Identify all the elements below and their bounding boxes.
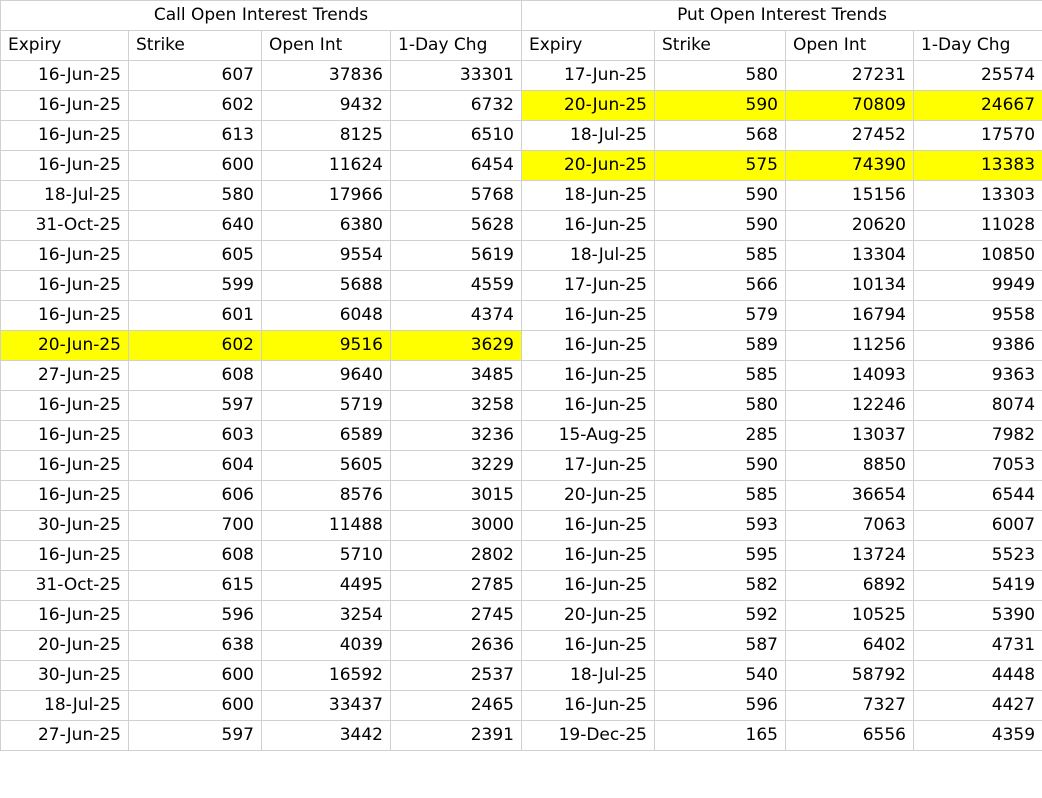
put-cell-one-day-chg: 9386 [914, 331, 1042, 361]
put-cell-one-day-chg: 4448 [914, 661, 1042, 691]
call-cell-strike: 602 [129, 331, 262, 361]
put-cell-one-day-chg: 4731 [914, 631, 1042, 661]
put-cell-expiry: 20-Jun-25 [522, 91, 655, 121]
put-cell-strike: 566 [655, 271, 786, 301]
put-cell-strike: 585 [655, 241, 786, 271]
table-row [1, 211, 1042, 241]
title-row [1, 1, 1042, 31]
call-cell-open-int: 5688 [262, 271, 391, 301]
put-cell-one-day-chg: 9949 [914, 271, 1042, 301]
call-cell-one-day-chg: 3000 [391, 511, 522, 541]
call-cell-expiry: 16-Jun-25 [1, 121, 129, 151]
put-cell-strike: 590 [655, 211, 786, 241]
put-cell-strike: 589 [655, 331, 786, 361]
call-header-expiry: Expiry [1, 31, 129, 61]
table-row [1, 361, 1042, 391]
table-body [1, 61, 1042, 751]
put-cell-one-day-chg: 6544 [914, 481, 1042, 511]
table-row [1, 481, 1042, 511]
call-cell-strike: 606 [129, 481, 262, 511]
put-cell-one-day-chg: 4359 [914, 721, 1042, 751]
put-cell-one-day-chg: 5419 [914, 571, 1042, 601]
call-cell-one-day-chg: 3236 [391, 421, 522, 451]
put-cell-open-int: 13724 [786, 541, 914, 571]
table-row [1, 511, 1042, 541]
put-cell-open-int: 6556 [786, 721, 914, 751]
put-cell-one-day-chg: 8074 [914, 391, 1042, 421]
put-cell-expiry: 17-Jun-25 [522, 451, 655, 481]
put-cell-strike: 580 [655, 391, 786, 421]
call-cell-strike: 600 [129, 151, 262, 181]
put-cell-strike: 590 [655, 181, 786, 211]
put-cell-expiry: 16-Jun-25 [522, 331, 655, 361]
put-cell-strike: 285 [655, 421, 786, 451]
call-header-strike: Strike [129, 31, 262, 61]
call-cell-open-int: 9640 [262, 361, 391, 391]
call-cell-open-int: 6048 [262, 301, 391, 331]
put-cell-open-int: 20620 [786, 211, 914, 241]
put-cell-strike: 575 [655, 151, 786, 181]
call-cell-expiry: 31-Oct-25 [1, 571, 129, 601]
table-row [1, 151, 1042, 181]
put-cell-one-day-chg: 7982 [914, 421, 1042, 451]
put-cell-open-int: 11256 [786, 331, 914, 361]
put-cell-strike: 540 [655, 661, 786, 691]
put-cell-open-int: 13037 [786, 421, 914, 451]
call-cell-open-int: 37836 [262, 61, 391, 91]
put-cell-open-int: 7063 [786, 511, 914, 541]
call-cell-one-day-chg: 3015 [391, 481, 522, 511]
call-cell-open-int: 9432 [262, 91, 391, 121]
call-cell-open-int: 8125 [262, 121, 391, 151]
table-row [1, 721, 1042, 751]
put-cell-open-int: 36654 [786, 481, 914, 511]
call-cell-one-day-chg: 2465 [391, 691, 522, 721]
put-cell-expiry: 16-Jun-25 [522, 631, 655, 661]
put-cell-open-int: 7327 [786, 691, 914, 721]
table-row [1, 571, 1042, 601]
put-cell-open-int: 10134 [786, 271, 914, 301]
put-cell-expiry: 18-Jun-25 [522, 181, 655, 211]
put-cell-open-int: 74390 [786, 151, 914, 181]
call-cell-open-int: 9516 [262, 331, 391, 361]
call-cell-one-day-chg: 6732 [391, 91, 522, 121]
call-cell-one-day-chg: 33301 [391, 61, 522, 91]
call-cell-open-int: 5710 [262, 541, 391, 571]
put-cell-open-int: 70809 [786, 91, 914, 121]
call-cell-open-int: 6589 [262, 421, 391, 451]
put-cell-expiry: 19-Dec-25 [522, 721, 655, 751]
call-cell-open-int: 4495 [262, 571, 391, 601]
call-cell-one-day-chg: 2636 [391, 631, 522, 661]
call-cell-expiry: 16-Jun-25 [1, 91, 129, 121]
call-cell-expiry: 16-Jun-25 [1, 601, 129, 631]
call-cell-expiry: 16-Jun-25 [1, 391, 129, 421]
put-cell-expiry: 16-Jun-25 [522, 301, 655, 331]
table-row [1, 181, 1042, 211]
put-cell-one-day-chg: 6007 [914, 511, 1042, 541]
call-cell-strike: 605 [129, 241, 262, 271]
call-cell-open-int: 6380 [262, 211, 391, 241]
put-cell-expiry: 16-Jun-25 [522, 541, 655, 571]
call-cell-expiry: 16-Jun-25 [1, 151, 129, 181]
call-cell-strike: 608 [129, 541, 262, 571]
put-cell-one-day-chg: 24667 [914, 91, 1042, 121]
put-cell-one-day-chg: 7053 [914, 451, 1042, 481]
call-cell-strike: 596 [129, 601, 262, 631]
call-cell-one-day-chg: 4374 [391, 301, 522, 331]
put-cell-expiry: 16-Jun-25 [522, 361, 655, 391]
put-cell-strike: 596 [655, 691, 786, 721]
call-cell-one-day-chg: 3258 [391, 391, 522, 421]
table-row [1, 91, 1042, 121]
put-cell-strike: 585 [655, 361, 786, 391]
put-cell-one-day-chg: 5390 [914, 601, 1042, 631]
call-cell-one-day-chg: 2745 [391, 601, 522, 631]
call-cell-strike: 597 [129, 721, 262, 751]
put-cell-strike: 595 [655, 541, 786, 571]
put-cell-strike: 592 [655, 601, 786, 631]
put-cell-expiry: 16-Jun-25 [522, 571, 655, 601]
call-cell-strike: 613 [129, 121, 262, 151]
call-cell-one-day-chg: 3229 [391, 451, 522, 481]
call-cell-open-int: 33437 [262, 691, 391, 721]
call-cell-one-day-chg: 3629 [391, 331, 522, 361]
table-row [1, 451, 1042, 481]
call-cell-expiry: 16-Jun-25 [1, 301, 129, 331]
table-row [1, 61, 1042, 91]
put-header-open-int: Open Int [786, 31, 914, 61]
put-cell-open-int: 14093 [786, 361, 914, 391]
call-cell-strike: 640 [129, 211, 262, 241]
put-cell-expiry: 17-Jun-25 [522, 61, 655, 91]
put-cell-strike: 165 [655, 721, 786, 751]
call-cell-strike: 615 [129, 571, 262, 601]
call-cell-open-int: 5719 [262, 391, 391, 421]
call-cell-strike: 580 [129, 181, 262, 211]
put-section-title: Put Open Interest Trends [522, 1, 1042, 31]
put-header-one-day-chg: 1-Day Chg [914, 31, 1042, 61]
call-cell-one-day-chg: 6454 [391, 151, 522, 181]
table-row [1, 661, 1042, 691]
put-cell-strike: 593 [655, 511, 786, 541]
put-cell-strike: 580 [655, 61, 786, 91]
call-cell-expiry: 20-Jun-25 [1, 631, 129, 661]
call-cell-strike: 604 [129, 451, 262, 481]
put-cell-expiry: 16-Jun-25 [522, 211, 655, 241]
put-cell-strike: 590 [655, 91, 786, 121]
table-row [1, 121, 1042, 151]
put-cell-expiry: 18-Jul-25 [522, 241, 655, 271]
call-cell-open-int: 11624 [262, 151, 391, 181]
call-cell-expiry: 16-Jun-25 [1, 481, 129, 511]
put-cell-expiry: 16-Jun-25 [522, 391, 655, 421]
call-cell-open-int: 9554 [262, 241, 391, 271]
call-cell-expiry: 16-Jun-25 [1, 421, 129, 451]
put-cell-open-int: 27452 [786, 121, 914, 151]
put-cell-strike: 582 [655, 571, 786, 601]
call-cell-expiry: 16-Jun-25 [1, 271, 129, 301]
put-cell-expiry: 18-Jul-25 [522, 121, 655, 151]
put-cell-strike: 587 [655, 631, 786, 661]
put-cell-open-int: 15156 [786, 181, 914, 211]
call-cell-expiry: 20-Jun-25 [1, 331, 129, 361]
call-cell-one-day-chg: 5628 [391, 211, 522, 241]
table-row [1, 601, 1042, 631]
call-cell-open-int: 8576 [262, 481, 391, 511]
put-cell-expiry: 17-Jun-25 [522, 271, 655, 301]
call-cell-strike: 601 [129, 301, 262, 331]
put-cell-expiry: 15-Aug-25 [522, 421, 655, 451]
call-cell-strike: 602 [129, 91, 262, 121]
put-cell-strike: 585 [655, 481, 786, 511]
call-cell-expiry: 16-Jun-25 [1, 451, 129, 481]
put-cell-expiry: 16-Jun-25 [522, 691, 655, 721]
put-cell-one-day-chg: 4427 [914, 691, 1042, 721]
call-cell-strike: 638 [129, 631, 262, 661]
put-cell-open-int: 27231 [786, 61, 914, 91]
call-cell-expiry: 18-Jul-25 [1, 181, 129, 211]
call-cell-one-day-chg: 2802 [391, 541, 522, 571]
put-cell-one-day-chg: 11028 [914, 211, 1042, 241]
call-cell-strike: 608 [129, 361, 262, 391]
call-cell-expiry: 16-Jun-25 [1, 61, 129, 91]
call-cell-open-int: 17966 [262, 181, 391, 211]
call-cell-strike: 599 [129, 271, 262, 301]
put-cell-one-day-chg: 25574 [914, 61, 1042, 91]
put-cell-open-int: 10525 [786, 601, 914, 631]
put-cell-strike: 579 [655, 301, 786, 331]
call-cell-expiry: 27-Jun-25 [1, 721, 129, 751]
call-cell-open-int: 3442 [262, 721, 391, 751]
put-cell-open-int: 8850 [786, 451, 914, 481]
put-header-expiry: Expiry [522, 31, 655, 61]
call-cell-expiry: 30-Jun-25 [1, 511, 129, 541]
put-cell-one-day-chg: 13303 [914, 181, 1042, 211]
call-cell-open-int: 3254 [262, 601, 391, 631]
call-cell-open-int: 5605 [262, 451, 391, 481]
table-row [1, 331, 1042, 361]
put-cell-expiry: 20-Jun-25 [522, 601, 655, 631]
put-cell-strike: 590 [655, 451, 786, 481]
table-row [1, 541, 1042, 571]
call-cell-expiry: 30-Jun-25 [1, 661, 129, 691]
call-cell-strike: 597 [129, 391, 262, 421]
call-header-one-day-chg: 1-Day Chg [391, 31, 522, 61]
put-cell-one-day-chg: 9363 [914, 361, 1042, 391]
put-header-strike: Strike [655, 31, 786, 61]
put-cell-expiry: 20-Jun-25 [522, 481, 655, 511]
call-section-title: Call Open Interest Trends [1, 1, 522, 31]
put-cell-open-int: 58792 [786, 661, 914, 691]
table-row [1, 241, 1042, 271]
table-row [1, 691, 1042, 721]
put-cell-open-int: 13304 [786, 241, 914, 271]
table-row [1, 421, 1042, 451]
call-cell-one-day-chg: 2537 [391, 661, 522, 691]
put-cell-expiry: 18-Jul-25 [522, 661, 655, 691]
put-cell-open-int: 16794 [786, 301, 914, 331]
call-cell-open-int: 16592 [262, 661, 391, 691]
call-cell-open-int: 4039 [262, 631, 391, 661]
call-cell-open-int: 11488 [262, 511, 391, 541]
call-cell-expiry: 31-Oct-25 [1, 211, 129, 241]
call-cell-expiry: 27-Jun-25 [1, 361, 129, 391]
call-cell-one-day-chg: 6510 [391, 121, 522, 151]
call-cell-one-day-chg: 2391 [391, 721, 522, 751]
put-cell-open-int: 6402 [786, 631, 914, 661]
table-row [1, 301, 1042, 331]
put-cell-expiry: 20-Jun-25 [522, 151, 655, 181]
call-cell-expiry: 16-Jun-25 [1, 541, 129, 571]
put-cell-one-day-chg: 17570 [914, 121, 1042, 151]
call-cell-one-day-chg: 5619 [391, 241, 522, 271]
call-cell-strike: 600 [129, 691, 262, 721]
put-cell-one-day-chg: 5523 [914, 541, 1042, 571]
put-cell-one-day-chg: 10850 [914, 241, 1042, 271]
call-cell-strike: 603 [129, 421, 262, 451]
table-row [1, 391, 1042, 421]
call-cell-strike: 607 [129, 61, 262, 91]
call-cell-strike: 700 [129, 511, 262, 541]
put-cell-open-int: 12246 [786, 391, 914, 421]
call-cell-one-day-chg: 3485 [391, 361, 522, 391]
call-cell-one-day-chg: 5768 [391, 181, 522, 211]
put-cell-expiry: 16-Jun-25 [522, 511, 655, 541]
table-row [1, 631, 1042, 661]
put-cell-open-int: 6892 [786, 571, 914, 601]
put-cell-one-day-chg: 9558 [914, 301, 1042, 331]
call-cell-expiry: 16-Jun-25 [1, 241, 129, 271]
put-cell-strike: 568 [655, 121, 786, 151]
call-cell-strike: 600 [129, 661, 262, 691]
header-row [1, 31, 1042, 61]
call-cell-one-day-chg: 2785 [391, 571, 522, 601]
put-cell-one-day-chg: 13383 [914, 151, 1042, 181]
table-row [1, 271, 1042, 301]
call-cell-expiry: 18-Jul-25 [1, 691, 129, 721]
call-cell-one-day-chg: 4559 [391, 271, 522, 301]
call-header-open-int: Open Int [262, 31, 391, 61]
